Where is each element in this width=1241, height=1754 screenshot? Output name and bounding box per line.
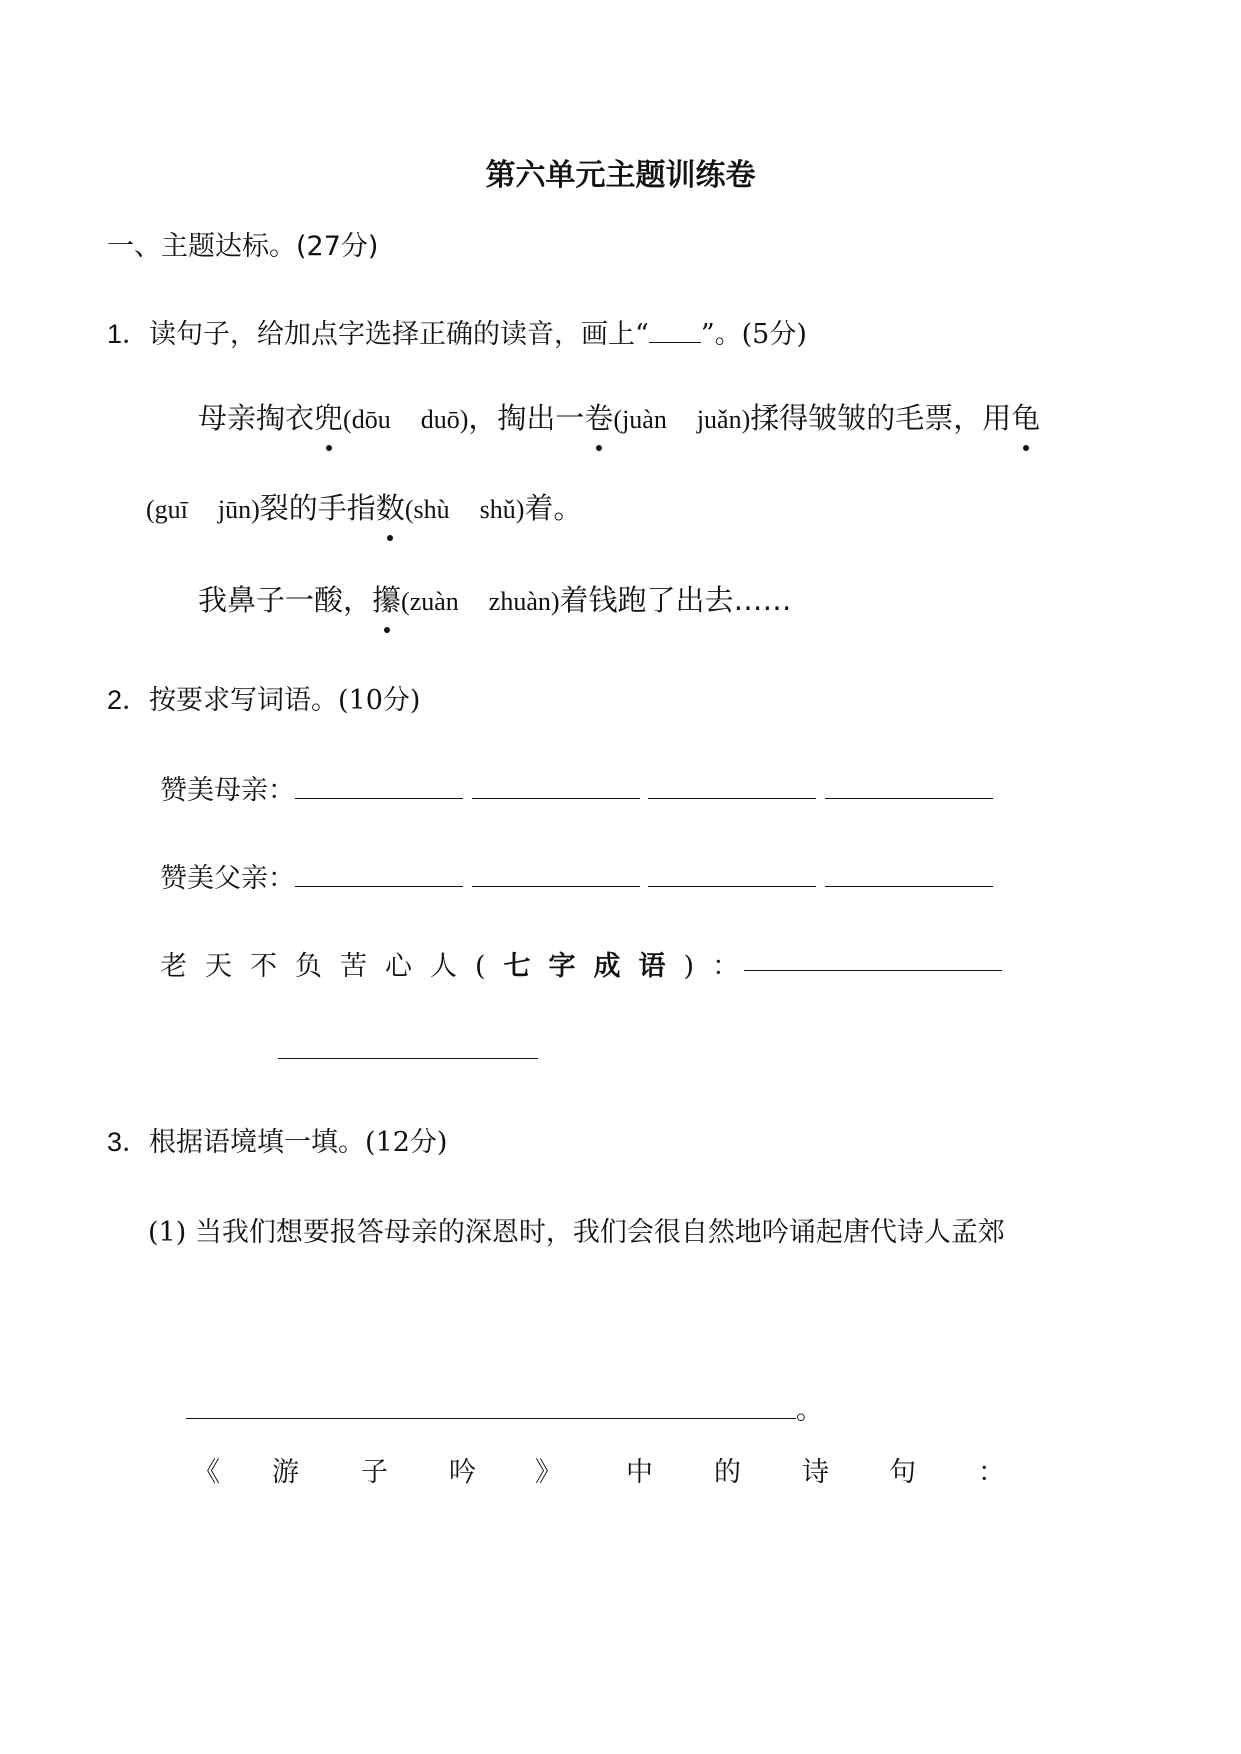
idiom-row: [160, 944, 757, 983]
pinyin-option[interactable]: (shù: [404, 495, 450, 524]
pinyin-option[interactable]: shǔ): [479, 495, 525, 524]
end-punct: 。: [796, 1395, 823, 1426]
sentence-1-cont: [146, 486, 582, 527]
pinyin-option[interactable]: juǎn): [696, 405, 751, 434]
row-label-paren-open: (: [475, 951, 504, 982]
question-text: 按要求写词语。(10分): [149, 685, 421, 716]
sentence-text: 裂的手指: [259, 491, 376, 525]
pinyin-option[interactable]: duō): [420, 405, 469, 434]
spread-char: 《: [193, 1457, 220, 1488]
question-number: 3．: [107, 1127, 150, 1157]
pinyin-option[interactable]: (guī: [146, 495, 188, 524]
answer-blank[interactable]: [649, 322, 701, 343]
answer-blank[interactable]: [295, 866, 463, 887]
question-1-prompt: [107, 312, 807, 351]
question-number: 1．: [107, 319, 150, 349]
sentence-text: 揉得皱皱的毛票，用: [750, 401, 1012, 435]
row-label-paren-close: )：: [683, 951, 758, 982]
spread-char: 句: [889, 1457, 916, 1488]
dotted-char: 攥: [372, 578, 401, 619]
page-title: 第六单元主题训练卷: [485, 158, 756, 193]
answer-blank[interactable]: [648, 778, 816, 799]
spread-char: 吟: [449, 1457, 476, 1488]
spread-char: 》: [535, 1457, 562, 1488]
answer-blank[interactable]: [825, 866, 993, 887]
spread-char: 的: [714, 1457, 741, 1488]
sentence-2: [198, 578, 792, 619]
spread-char: 诗: [802, 1457, 829, 1488]
sentence-1: [198, 396, 1040, 437]
answer-blank[interactable]: [295, 778, 463, 799]
spread-char: ：: [978, 1457, 1005, 1488]
row-label: 赞美父亲：: [160, 863, 295, 894]
praise-father-row: [160, 856, 993, 895]
row-label: 老天不负苦心人: [160, 951, 475, 982]
spread-char: 中: [626, 1457, 653, 1488]
row-label: 赞美母亲：: [160, 775, 295, 806]
pinyin-option[interactable]: (zuàn: [401, 587, 459, 616]
answer-blank[interactable]: [472, 778, 640, 799]
row-label-paren: 七字成语: [503, 951, 684, 982]
item-1-answer-line: [186, 1388, 823, 1427]
item-1-text: (1) 当我们想要报答母亲的深恩时，我们会很自然地吟诵起唐代诗人孟郊: [148, 1217, 1005, 1248]
idiom-blank-2-wrap: [278, 1038, 538, 1063]
dotted-char: 兜: [314, 396, 343, 437]
answer-blank[interactable]: [186, 1398, 796, 1419]
spread-char: 子: [361, 1457, 388, 1488]
idiom-blank-1-wrap: [744, 950, 1002, 975]
answer-blank[interactable]: [472, 866, 640, 887]
dotted-char: 卷: [584, 396, 613, 437]
pinyin-option[interactable]: jūn): [217, 495, 260, 524]
answer-blank[interactable]: [648, 866, 816, 887]
dotted-char: 数: [376, 486, 405, 527]
sentence-text: ，掏出一: [468, 401, 585, 435]
dotted-char: 龟: [1011, 396, 1040, 437]
question-text: 读句子，给加点字选择正确的读音，画上“: [149, 319, 649, 350]
question-3-prompt: [107, 1120, 447, 1159]
answer-blank[interactable]: [278, 1038, 538, 1059]
sentence-text: 着钱跑了出去……: [559, 583, 792, 617]
spread-char: 游: [272, 1457, 299, 1488]
praise-mother-row: [160, 768, 993, 807]
question-2-prompt: [107, 678, 420, 717]
pinyin-option[interactable]: (juàn: [613, 405, 667, 434]
sentence-text: 我鼻子一酸，: [198, 583, 373, 617]
sentence-text: 母亲掏衣: [198, 401, 315, 435]
question-text: 根据语境填一填。(12分): [149, 1127, 448, 1158]
sentence-text: 着。: [524, 491, 583, 525]
answer-blank[interactable]: [744, 950, 1002, 971]
pinyin-option[interactable]: (dōu: [343, 405, 391, 434]
pinyin-option[interactable]: zhuàn): [488, 587, 560, 616]
section-heading-1: 一、主题达标。(27分): [107, 231, 379, 262]
question-number: 2．: [107, 685, 150, 715]
question-text-end: ”。(5分): [700, 319, 807, 350]
answer-blank[interactable]: [825, 778, 993, 799]
